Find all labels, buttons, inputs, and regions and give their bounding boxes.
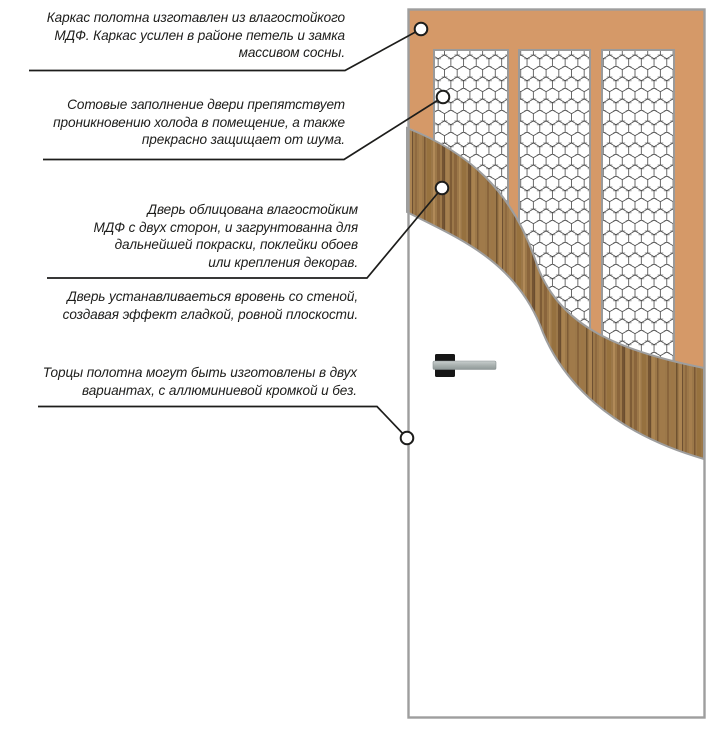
callout-marker-frame (415, 23, 428, 36)
note-line: Дверь устанавливаеться вровень со стеной, (67, 289, 358, 304)
handle-lever (433, 361, 496, 370)
callout-marker-honeycomb (437, 91, 450, 104)
note-line: вариантах, с аллюминиевой кромкой и без. (82, 382, 357, 398)
note-flush-mount (0, 288, 358, 323)
note-line: Сотовые заполнение двери препятствует (67, 97, 345, 112)
note-line: или крепления декорав. (208, 254, 358, 270)
callout-line-edges (38, 407, 407, 439)
note-line: МДФ. Каркас усилен в районе петель и замка (54, 27, 345, 43)
note-line: дальнейшей покраски, поклейки обоев (114, 237, 358, 253)
note-edge-options (0, 364, 357, 399)
note-line: Дверь облицована влагостойким (147, 202, 358, 217)
callout-marker-facing (436, 182, 449, 195)
callout-marker-edges (401, 432, 414, 445)
note-line: Каркас полотна изготавлен из влагостойкого (46, 10, 345, 25)
note-honeycomb (0, 96, 345, 149)
note-line: создавая эффект гладкой, ровной плоскости. (62, 306, 358, 322)
note-line: прекрасно защищает от шума. (141, 132, 345, 148)
note-line: проникновению холода в помещение, а также (53, 114, 345, 130)
note-facing (0, 201, 358, 271)
note-line: массивом сосны. (238, 45, 345, 61)
note-frame (0, 9, 345, 62)
note-line: Торцы полотна могут быть изготовлены в двух (42, 365, 357, 380)
note-line: МДФ с двух сторон, и загрунтованна для (93, 219, 358, 235)
